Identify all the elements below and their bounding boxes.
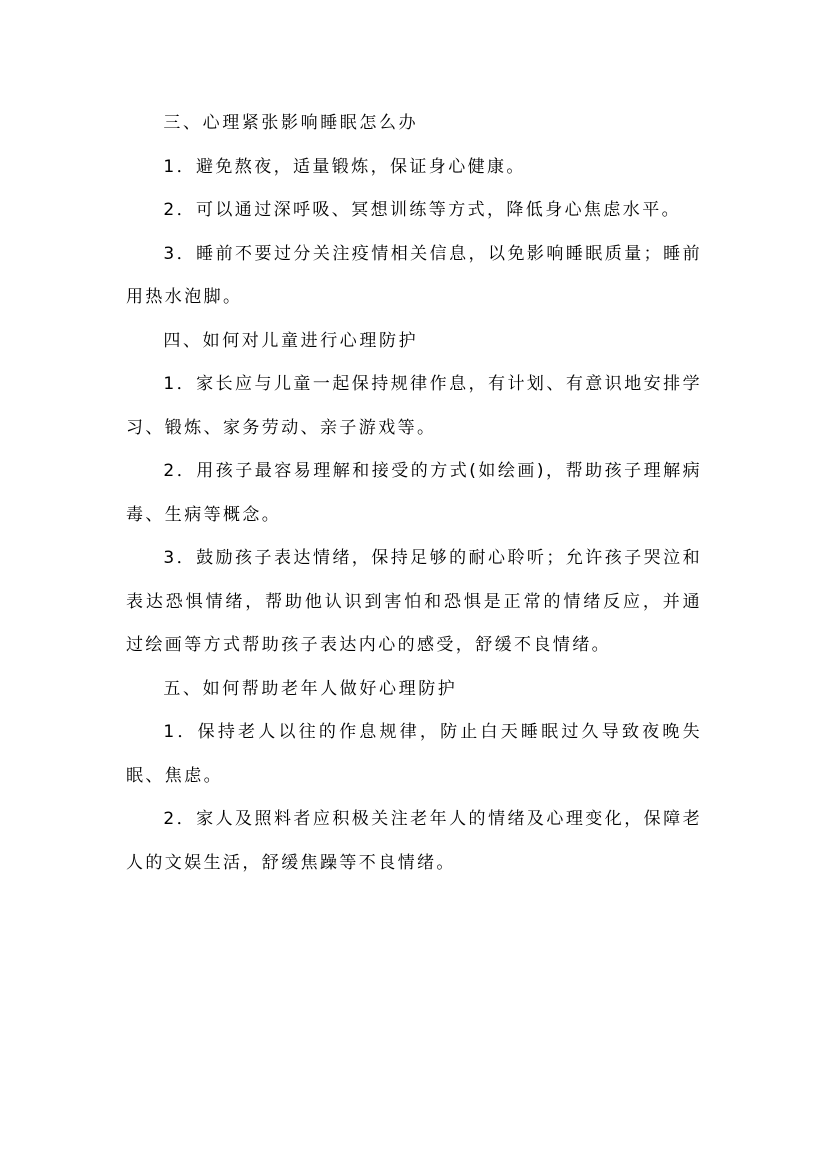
document-body <box>126 102 702 885</box>
section-heading-children: 四、如何对儿童进行心理防护 <box>163 330 419 351</box>
section-heading-sleep: 三、心理紧张影响睡眠怎么办 <box>163 113 419 133</box>
list-item: 1．避免熬夜，适量锻炼，保证身心健康。 <box>163 156 526 177</box>
list-item: 1．保持老人以往的作息规律，防止白天睡眠过久导致夜晚失眠、焦虑。 <box>126 722 702 786</box>
section-heading-elderly: 五、如何帮助老年人做好心理防护 <box>163 678 458 699</box>
list-item: 1．家长应与儿童一起保持规律作息，有计划、有意识地安排学习、锻炼、家务劳动、亲子游戏等。 <box>126 374 702 438</box>
list-item: 3．睡前不要过分关注疫情相关信息，以免影响睡眠质量；睡前用热水泡脚。 <box>126 243 702 307</box>
list-item: 3．鼓励孩子表达情绪，保持足够的耐心聆听；允许孩子哭泣和表达恐惧情绪，帮助他认识到害怕和恐惧是正常的情绪反应，并通过绘画等方式帮助孩子表达内心的感受，舒缓不良情绪。 <box>126 548 702 655</box>
list-item: 2．家人及照料者应积极关注老年人的情绪及心理变化，保障老人的文娱生活，舒缓焦躁等不良情绪。 <box>126 809 702 873</box>
list-item: 2．用孩子最容易理解和接受的方式(如绘画)，帮助孩子理解病毒、生病等概念。 <box>126 461 702 525</box>
list-item: 2．可以通过深呼吸、冥想训练等方式，降低身心焦虑水平。 <box>163 200 682 220</box>
